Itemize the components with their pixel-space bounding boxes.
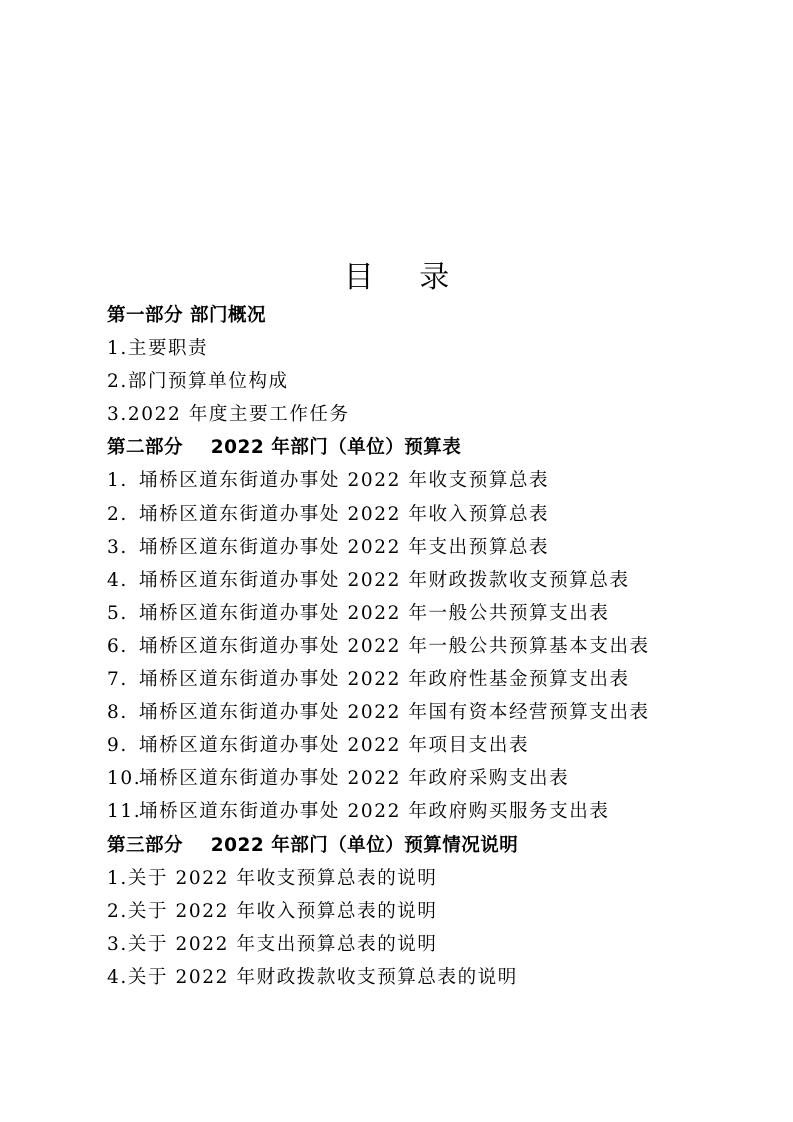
toc-item-number: 3.: [107, 404, 128, 426]
toc-item-label: 埇桥区道东街道办事处 2022 年项目支出表: [139, 735, 530, 757]
toc-item-number: 7.: [107, 669, 128, 691]
toc-item-number: 4.: [107, 569, 128, 591]
toc-item-number: 1.: [107, 867, 128, 889]
toc-item[interactable]: [107, 597, 747, 630]
toc-item-label: 埇桥区道东街道办事处 2022 年收入预算总表: [139, 503, 550, 525]
part-3-heading[interactable]: 第三部分 2022 年部门（单位）预算情况说明: [107, 834, 519, 856]
toc-item-number: 3.: [107, 933, 128, 955]
toc-item[interactable]: [107, 928, 747, 961]
toc-item-label: 埇桥区道东街道办事处 2022 年国有资本经营预算支出表: [139, 702, 650, 724]
toc-item-number: 11.: [107, 801, 142, 823]
toc-item[interactable]: [107, 961, 747, 994]
toc-item[interactable]: [107, 332, 747, 365]
toc-item-label: 埇桥区道东街道办事处 2022 年政府购买服务支出表: [139, 801, 610, 823]
part-1-heading[interactable]: 第一部分 部门概况: [107, 305, 266, 326]
part-2-heading[interactable]: 第二部分 2022 年部门（单位）预算表: [107, 437, 462, 459]
toc-item[interactable]: [107, 862, 747, 895]
toc-item[interactable]: [107, 531, 747, 564]
toc-item-number: 2.: [107, 900, 128, 922]
toc-item[interactable]: [107, 398, 747, 431]
toc-item-label: 主要职责: [127, 338, 209, 360]
toc-item[interactable]: [107, 795, 747, 828]
toc-item-label: 关于 2022 年收入预算总表的说明: [127, 900, 438, 922]
toc-item[interactable]: [107, 365, 747, 398]
toc-item[interactable]: [107, 564, 747, 597]
toc-item[interactable]: [107, 729, 747, 762]
toc-item-label: 关于 2022 年支出预算总表的说明: [127, 933, 438, 955]
toc-item[interactable]: [107, 498, 747, 531]
toc-item-label: 埇桥区道东街道办事处 2022 年政府采购支出表: [139, 768, 570, 790]
toc-item-label: 埇桥区道东街道办事处 2022 年政府性基金预算支出表: [139, 669, 630, 691]
toc-item-number: 5.: [107, 602, 128, 624]
toc-item[interactable]: [107, 464, 747, 497]
toc-item-label: 埇桥区道东街道办事处 2022 年一般公共预算基本支出表: [139, 635, 650, 657]
toc-item-label: 埇桥区道东街道办事处 2022 年一般公共预算支出表: [139, 602, 610, 624]
toc-item-number: 8.: [107, 702, 128, 724]
toc-item-label: 关于 2022 年财政拨款收支预算总表的说明: [127, 966, 518, 988]
toc-item[interactable]: [107, 762, 747, 795]
toc-item-number: 3.: [107, 536, 128, 558]
toc-item[interactable]: [107, 696, 747, 729]
toc-item[interactable]: [107, 630, 747, 663]
toc-item-number: 1.: [107, 470, 128, 492]
table-of-contents: [107, 299, 747, 994]
toc-item-label: 2022 年度主要工作任务: [127, 404, 350, 426]
toc-item[interactable]: [107, 895, 747, 928]
toc-item-number: 2.: [107, 503, 128, 525]
toc-item-label: 关于 2022 年收支预算总表的说明: [127, 867, 438, 889]
toc-item-label: 部门预算单位构成: [127, 371, 289, 393]
toc-item-label: 埇桥区道东街道办事处 2022 年支出预算总表: [139, 536, 550, 558]
toc-item-number: 2.: [107, 371, 128, 393]
toc-item-label: 埇桥区道东街道办事处 2022 年财政拨款收支预算总表: [139, 569, 630, 591]
toc-item-number: 6.: [107, 635, 128, 657]
toc-item-number: 4.: [107, 966, 128, 988]
toc-item[interactable]: [107, 663, 747, 696]
toc-item-number: 10.: [107, 768, 142, 790]
toc-item-number: 1.: [107, 338, 128, 360]
toc-title: 目 录: [343, 260, 468, 295]
toc-item-number: 9.: [107, 735, 128, 757]
toc-item-label: 埇桥区道东街道办事处 2022 年收支预算总表: [139, 470, 550, 492]
